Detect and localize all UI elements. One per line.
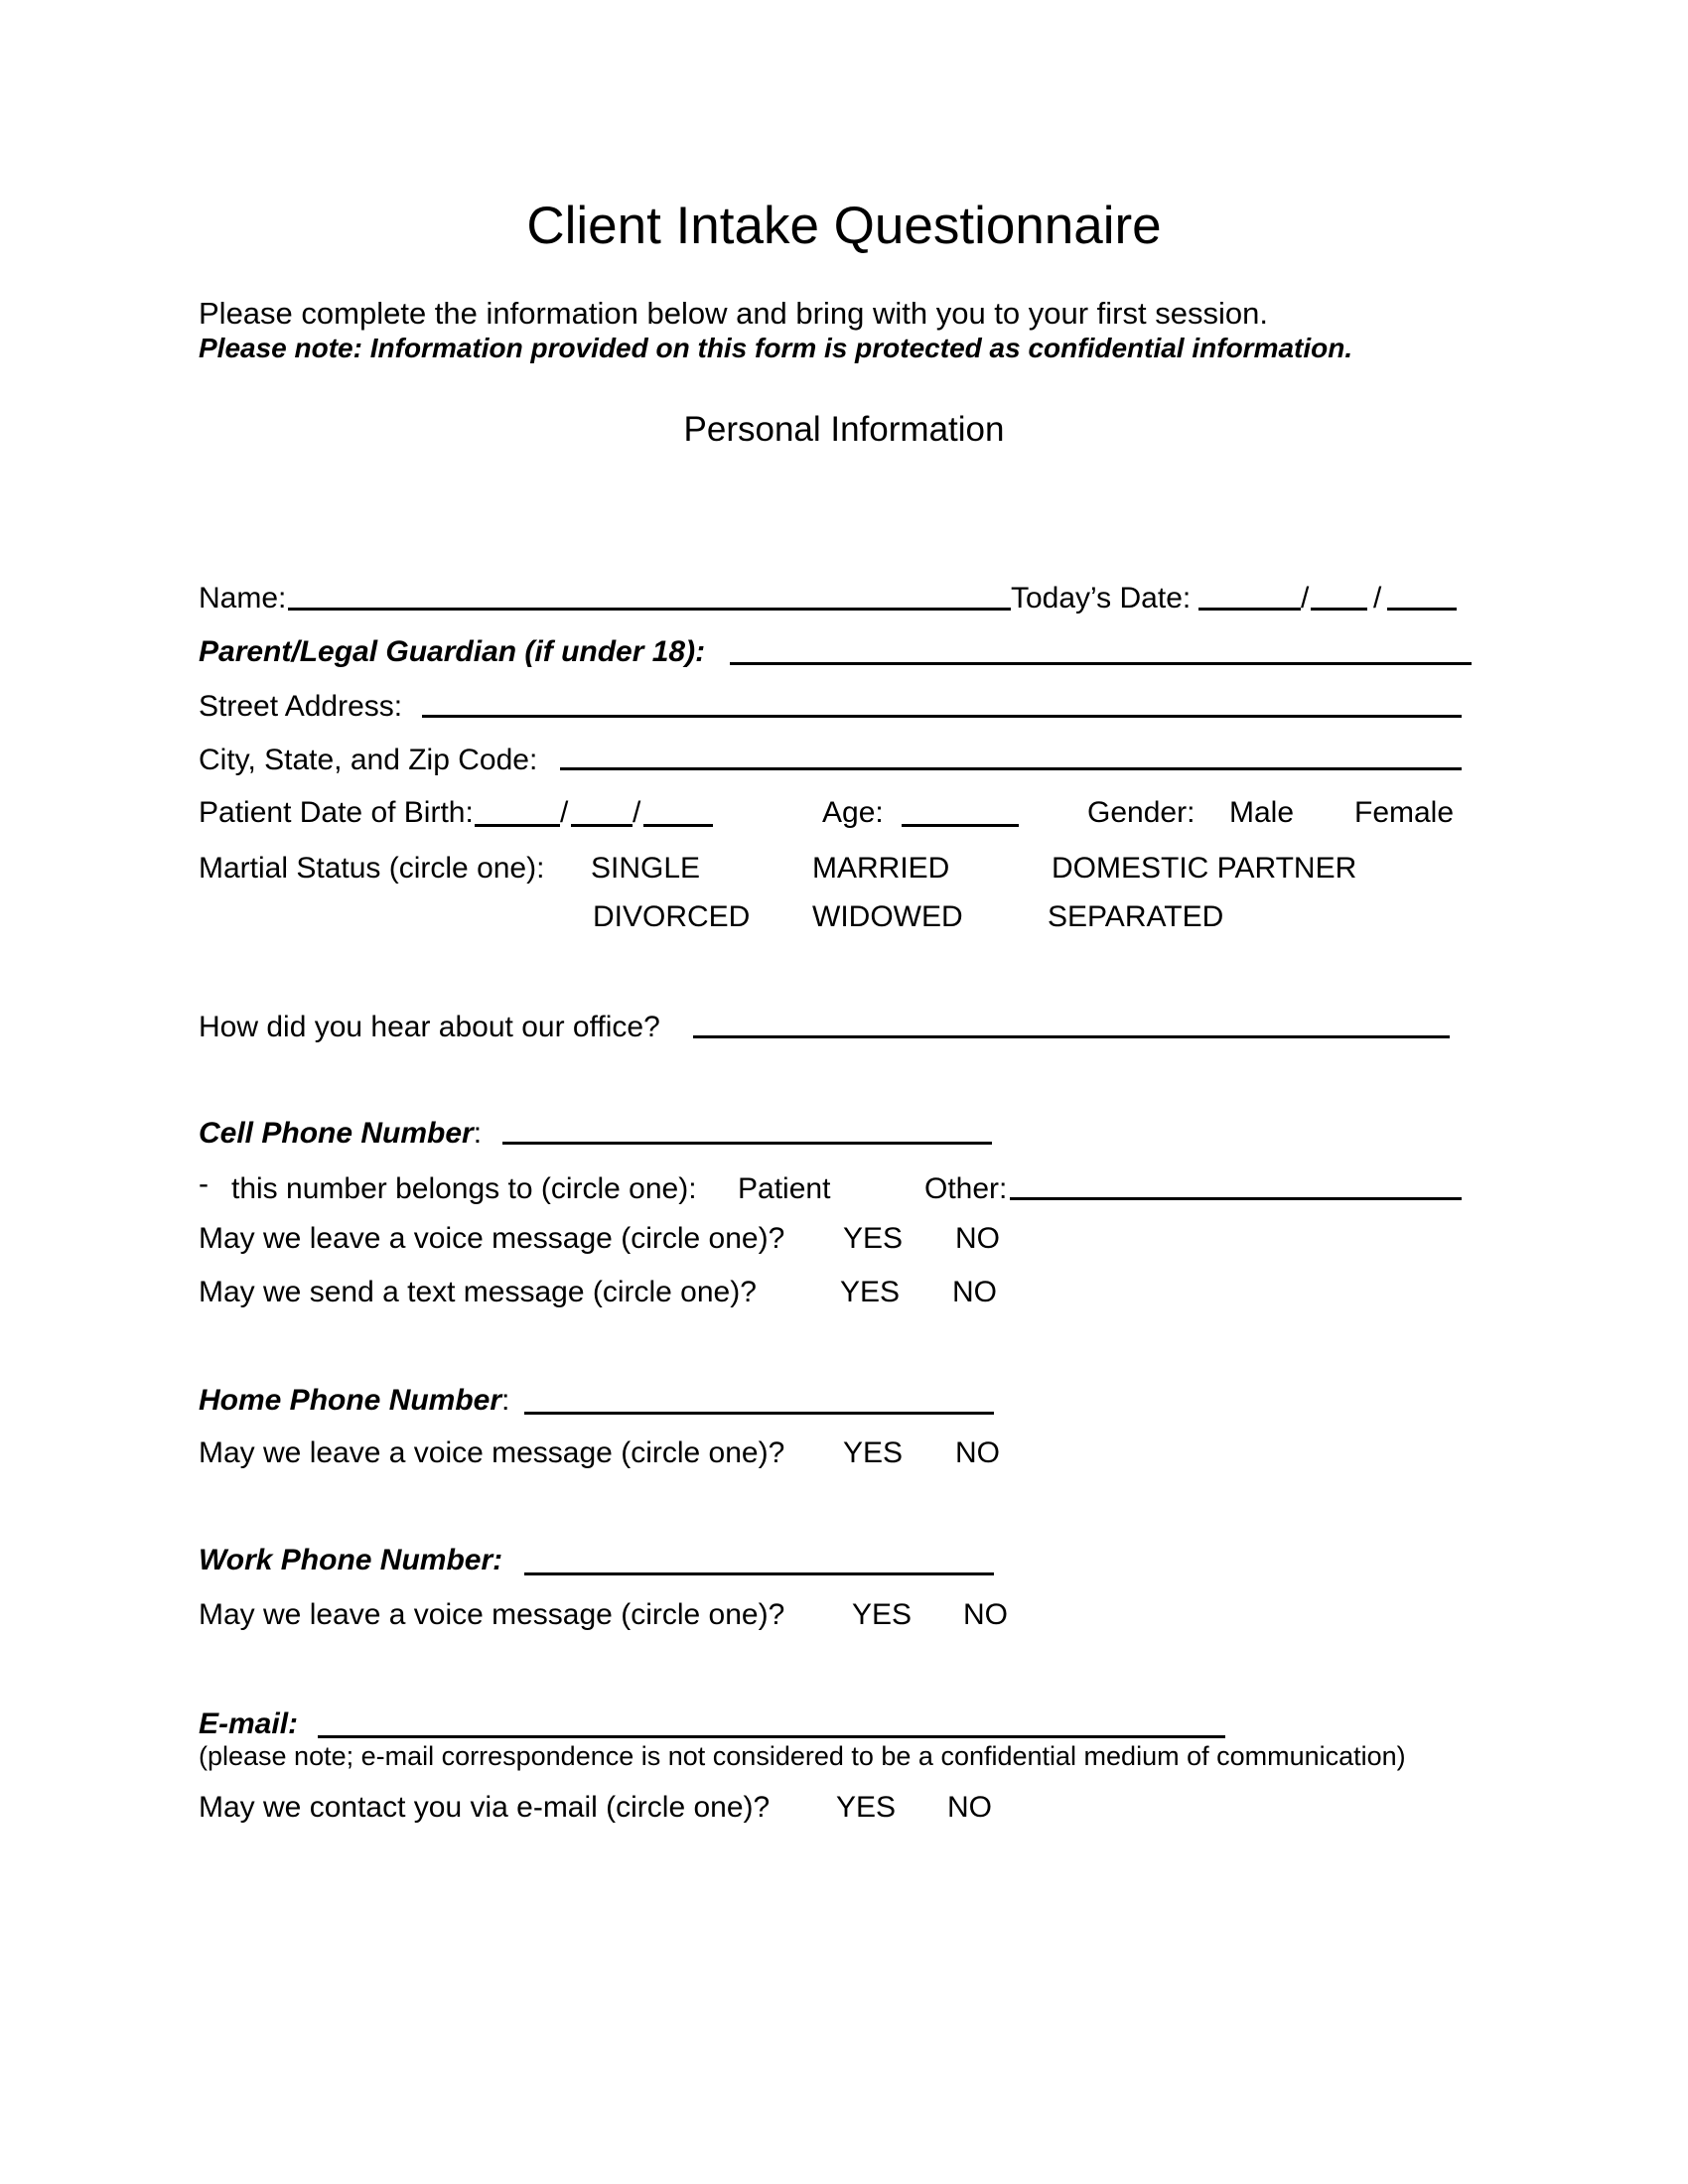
guardian-label: Parent/Legal Guardian (if under 18): [199,635,706,668]
city-label: City, State, and Zip Code: [199,744,538,776]
belongs-option-other[interactable]: Other: [924,1172,1008,1205]
home-voice-question: May we leave a voice message (circle one)? [199,1436,785,1469]
work-voice-question: May we leave a voice message (circle one)? [199,1598,785,1631]
work-voice-yes[interactable]: YES [852,1598,913,1631]
name-label: Name: [199,582,287,614]
todays-date-year-field[interactable] [1387,608,1457,611]
todays-date-day-field[interactable] [1311,608,1367,611]
cell-phone-label [199,1119,482,1149]
street-field[interactable] [422,715,1462,718]
street-label: Street Address: [199,690,403,723]
todays-date-label: Today’s Date: [1011,582,1192,614]
home-voice-yes[interactable]: YES [843,1436,904,1469]
belongs-option-patient[interactable]: Patient [738,1172,831,1205]
referral-label: How did you hear about our office? [199,1011,660,1043]
todays-date-month-field[interactable] [1198,608,1301,611]
cell-voice-yes[interactable]: YES [843,1222,904,1255]
gender-label: Gender: [1087,796,1196,829]
home-phone-label-text: Home Phone Number [199,1384,502,1417]
cell-voice-no[interactable]: NO [955,1222,1000,1255]
email-contact-no[interactable]: NO [947,1791,992,1824]
email-disclaimer: (please note; e-mail correspondence is not considered to be a confidential medium of communication) [199,1741,1406,1771]
marital-label: Martial Status (circle one): [199,852,545,885]
home-phone-colon: : [501,1384,510,1417]
guardian-field[interactable] [730,662,1472,665]
marital-option-married[interactable]: MARRIED [812,852,950,885]
home-phone-field[interactable] [524,1412,994,1415]
cell-phone-field[interactable] [502,1142,992,1145]
cell-phone-colon: : [473,1117,483,1150]
date-separator: / [1301,582,1310,614]
city-field[interactable] [560,767,1462,770]
dob-day-field[interactable] [571,824,633,827]
marital-option-single[interactable]: SINGLE [591,852,701,885]
referral-field[interactable] [693,1035,1450,1038]
belongs-other-field[interactable] [1010,1197,1462,1200]
home-phone-label [199,1386,509,1416]
dob-label: Patient Date of Birth: [199,796,474,829]
confidential-note: Please note: Information provided on this form is protected as confidential information. [199,333,1353,363]
dob-month-field[interactable] [475,824,560,827]
date-separator: / [633,796,641,829]
cell-voice-question: May we leave a voice message (circle one)? [199,1222,785,1255]
email-contact-yes[interactable]: YES [836,1791,897,1824]
name-field[interactable] [288,608,1011,611]
home-voice-no[interactable]: NO [955,1436,1000,1469]
date-separator: / [560,796,569,829]
marital-option-widowed[interactable]: WIDOWED [812,900,963,933]
email-field[interactable] [318,1735,1225,1738]
cell-text-question: May we send a text message (circle one)? [199,1276,757,1308]
marital-option-separated[interactable]: SEPARATED [1048,900,1224,933]
date-separator: / [1373,582,1382,614]
marital-option-divorced[interactable]: DIVORCED [593,900,751,933]
form-title: Client Intake Questionnaire [526,197,1162,255]
bullet-dash: - [199,1167,209,1200]
marital-option-domestic-partner[interactable]: DOMESTIC PARTNER [1052,852,1357,885]
age-label: Age: [822,796,884,829]
work-phone-field[interactable] [524,1572,994,1575]
belongs-label: this number belongs to (circle one): [231,1172,697,1205]
email-contact-question: May we contact you via e-mail (circle one)? [199,1791,771,1824]
intro-text: Please complete the information below and bring with you to your first session. [199,296,1268,331]
section-title: Personal Information [683,410,1005,449]
cell-phone-label-text: Cell Phone Number [199,1117,474,1150]
dob-year-field[interactable] [643,824,713,827]
work-voice-no[interactable]: NO [963,1598,1008,1631]
cell-text-yes[interactable]: YES [840,1276,901,1308]
gender-option-female[interactable]: Female [1354,796,1455,829]
gender-option-male[interactable]: Male [1229,796,1295,829]
age-field[interactable] [902,824,1019,827]
email-label: E-mail: [199,1707,299,1740]
cell-text-no[interactable]: NO [952,1276,997,1308]
work-phone-label: Work Phone Number: [199,1544,503,1576]
